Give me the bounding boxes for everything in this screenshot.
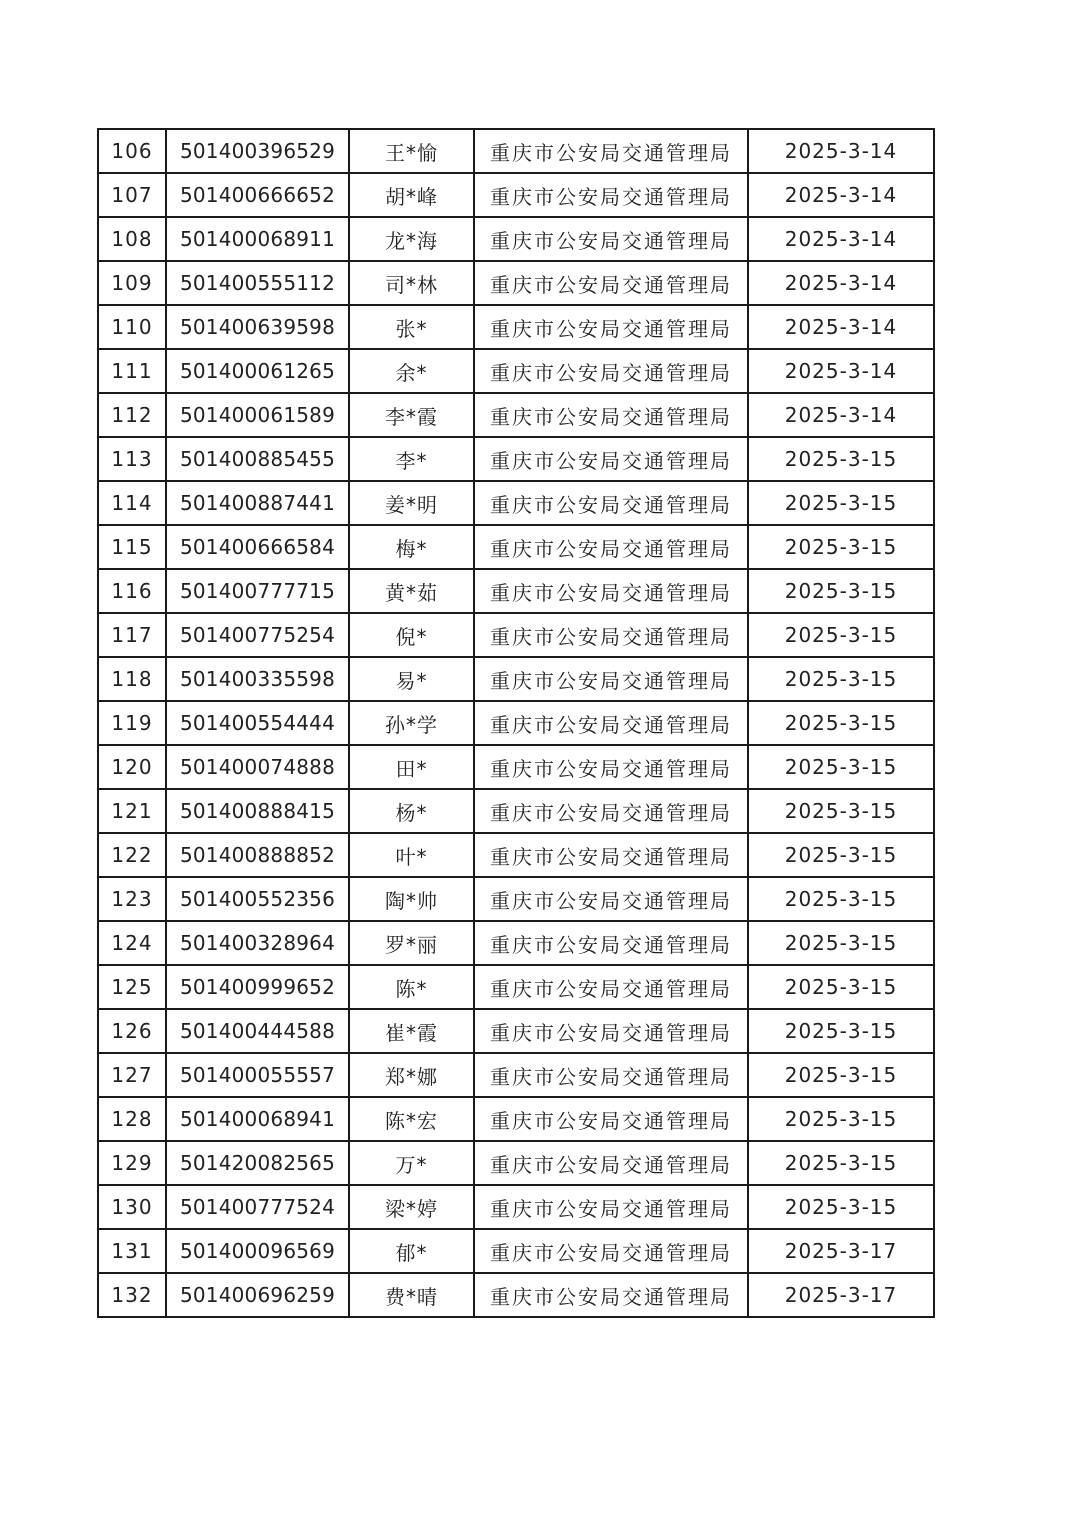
cell-organization: 重庆市公安局交通管理局 (474, 657, 748, 701)
cell-record-id: 501420082565 (166, 1141, 349, 1185)
cell-record-id: 501400096569 (166, 1229, 349, 1273)
cell-organization: 重庆市公安局交通管理局 (474, 525, 748, 569)
table-row (98, 393, 934, 437)
cell-person-name: 陶*帅 (349, 877, 474, 921)
cell-serial-number: 131 (98, 1229, 166, 1273)
cell-record-id: 501400068941 (166, 1097, 349, 1141)
cell-date: 2025-3-14 (748, 261, 934, 305)
cell-organization: 重庆市公安局交通管理局 (474, 261, 748, 305)
cell-date: 2025-3-14 (748, 217, 934, 261)
cell-date: 2025-3-15 (748, 1097, 934, 1141)
table-row (98, 789, 934, 833)
cell-serial-number: 118 (98, 657, 166, 701)
cell-person-name: 费*晴 (349, 1273, 474, 1317)
cell-person-name: 崔*霞 (349, 1009, 474, 1053)
cell-record-id: 501400554444 (166, 701, 349, 745)
cell-person-name: 梁*婷 (349, 1185, 474, 1229)
cell-serial-number: 119 (98, 701, 166, 745)
cell-person-name: 易* (349, 657, 474, 701)
cell-date: 2025-3-15 (748, 1053, 934, 1097)
cell-record-id: 501400666652 (166, 173, 349, 217)
table-row (98, 1273, 934, 1317)
cell-date: 2025-3-15 (748, 921, 934, 965)
table-row (98, 701, 934, 745)
records-table-body (98, 129, 934, 1317)
cell-organization: 重庆市公安局交通管理局 (474, 745, 748, 789)
cell-person-name: 杨* (349, 789, 474, 833)
cell-date: 2025-3-14 (748, 129, 934, 173)
cell-person-name: 李*霞 (349, 393, 474, 437)
cell-serial-number: 132 (98, 1273, 166, 1317)
cell-organization: 重庆市公安局交通管理局 (474, 965, 748, 1009)
cell-date: 2025-3-15 (748, 877, 934, 921)
cell-date: 2025-3-15 (748, 1009, 934, 1053)
cell-organization: 重庆市公安局交通管理局 (474, 613, 748, 657)
cell-organization: 重庆市公安局交通管理局 (474, 481, 748, 525)
cell-record-id: 501400074888 (166, 745, 349, 789)
table-row (98, 1053, 934, 1097)
cell-person-name: 倪* (349, 613, 474, 657)
cell-date: 2025-3-17 (748, 1273, 934, 1317)
cell-organization: 重庆市公安局交通管理局 (474, 921, 748, 965)
cell-organization: 重庆市公安局交通管理局 (474, 437, 748, 481)
cell-date: 2025-3-15 (748, 569, 934, 613)
cell-serial-number: 115 (98, 525, 166, 569)
cell-person-name: 田* (349, 745, 474, 789)
cell-organization: 重庆市公安局交通管理局 (474, 701, 748, 745)
cell-date: 2025-3-15 (748, 657, 934, 701)
records-table (97, 128, 935, 1318)
table-row (98, 217, 934, 261)
cell-date: 2025-3-15 (748, 1185, 934, 1229)
cell-date: 2025-3-15 (748, 481, 934, 525)
cell-date: 2025-3-14 (748, 349, 934, 393)
cell-date: 2025-3-15 (748, 965, 934, 1009)
cell-date: 2025-3-15 (748, 437, 934, 481)
cell-serial-number: 122 (98, 833, 166, 877)
cell-organization: 重庆市公安局交通管理局 (474, 1141, 748, 1185)
cell-serial-number: 130 (98, 1185, 166, 1229)
cell-person-name: 陈*宏 (349, 1097, 474, 1141)
cell-serial-number: 125 (98, 965, 166, 1009)
table-row (98, 1009, 934, 1053)
cell-date: 2025-3-14 (748, 173, 934, 217)
cell-person-name: 龙*海 (349, 217, 474, 261)
table-row (98, 1185, 934, 1229)
cell-organization: 重庆市公安局交通管理局 (474, 129, 748, 173)
cell-date: 2025-3-15 (748, 833, 934, 877)
cell-person-name: 姜*明 (349, 481, 474, 525)
cell-organization: 重庆市公安局交通管理局 (474, 1053, 748, 1097)
table-row (98, 1229, 934, 1273)
cell-record-id: 501400055557 (166, 1053, 349, 1097)
cell-date: 2025-3-15 (748, 613, 934, 657)
table-row (98, 305, 934, 349)
cell-serial-number: 113 (98, 437, 166, 481)
cell-record-id: 501400335598 (166, 657, 349, 701)
cell-record-id: 501400888852 (166, 833, 349, 877)
table-row (98, 569, 934, 613)
cell-organization: 重庆市公安局交通管理局 (474, 1229, 748, 1273)
cell-date: 2025-3-15 (748, 701, 934, 745)
cell-serial-number: 121 (98, 789, 166, 833)
cell-serial-number: 114 (98, 481, 166, 525)
table-row (98, 613, 934, 657)
cell-record-id: 501400328964 (166, 921, 349, 965)
cell-serial-number: 112 (98, 393, 166, 437)
cell-date: 2025-3-15 (748, 789, 934, 833)
cell-date: 2025-3-15 (748, 745, 934, 789)
cell-record-id: 501400068911 (166, 217, 349, 261)
cell-organization: 重庆市公安局交通管理局 (474, 1185, 748, 1229)
table-row (98, 349, 934, 393)
cell-person-name: 罗*丽 (349, 921, 474, 965)
cell-person-name: 叶* (349, 833, 474, 877)
cell-serial-number: 128 (98, 1097, 166, 1141)
cell-organization: 重庆市公安局交通管理局 (474, 393, 748, 437)
cell-organization: 重庆市公安局交通管理局 (474, 1097, 748, 1141)
cell-organization: 重庆市公安局交通管理局 (474, 569, 748, 613)
cell-organization: 重庆市公安局交通管理局 (474, 217, 748, 261)
table-row (98, 129, 934, 173)
cell-organization: 重庆市公安局交通管理局 (474, 173, 748, 217)
cell-person-name: 余* (349, 349, 474, 393)
cell-serial-number: 111 (98, 349, 166, 393)
cell-organization: 重庆市公安局交通管理局 (474, 349, 748, 393)
cell-record-id: 501400666584 (166, 525, 349, 569)
cell-organization: 重庆市公安局交通管理局 (474, 877, 748, 921)
cell-organization: 重庆市公安局交通管理局 (474, 1009, 748, 1053)
cell-serial-number: 116 (98, 569, 166, 613)
table-row (98, 525, 934, 569)
table-row (98, 173, 934, 217)
cell-organization: 重庆市公安局交通管理局 (474, 789, 748, 833)
cell-record-id: 501400885455 (166, 437, 349, 481)
cell-serial-number: 127 (98, 1053, 166, 1097)
table-row (98, 877, 934, 921)
cell-person-name: 孙*学 (349, 701, 474, 745)
cell-person-name: 李* (349, 437, 474, 481)
cell-person-name: 梅* (349, 525, 474, 569)
cell-record-id: 501400777524 (166, 1185, 349, 1229)
cell-serial-number: 106 (98, 129, 166, 173)
cell-serial-number: 124 (98, 921, 166, 965)
cell-record-id: 501400552356 (166, 877, 349, 921)
cell-serial-number: 117 (98, 613, 166, 657)
cell-organization: 重庆市公安局交通管理局 (474, 305, 748, 349)
cell-person-name: 张* (349, 305, 474, 349)
cell-date: 2025-3-14 (748, 393, 934, 437)
cell-serial-number: 120 (98, 745, 166, 789)
table-row (98, 833, 934, 877)
cell-record-id: 501400444588 (166, 1009, 349, 1053)
cell-serial-number: 126 (98, 1009, 166, 1053)
cell-record-id: 501400777715 (166, 569, 349, 613)
cell-person-name: 黄*茹 (349, 569, 474, 613)
cell-organization: 重庆市公安局交通管理局 (474, 833, 748, 877)
cell-date: 2025-3-17 (748, 1229, 934, 1273)
cell-record-id: 501400396529 (166, 129, 349, 173)
cell-person-name: 王*愉 (349, 129, 474, 173)
table-row (98, 481, 934, 525)
table-row (98, 1097, 934, 1141)
cell-record-id: 501400696259 (166, 1273, 349, 1317)
cell-record-id: 501400775254 (166, 613, 349, 657)
cell-date: 2025-3-15 (748, 525, 934, 569)
cell-record-id: 501400888415 (166, 789, 349, 833)
cell-serial-number: 129 (98, 1141, 166, 1185)
table-row (98, 1141, 934, 1185)
cell-record-id: 501400999652 (166, 965, 349, 1009)
cell-person-name: 陈* (349, 965, 474, 1009)
cell-organization: 重庆市公安局交通管理局 (474, 1273, 748, 1317)
cell-serial-number: 109 (98, 261, 166, 305)
cell-record-id: 501400887441 (166, 481, 349, 525)
cell-serial-number: 108 (98, 217, 166, 261)
cell-record-id: 501400555112 (166, 261, 349, 305)
cell-person-name: 郑*娜 (349, 1053, 474, 1097)
table-row (98, 921, 934, 965)
cell-date: 2025-3-14 (748, 305, 934, 349)
cell-serial-number: 123 (98, 877, 166, 921)
table-row (98, 965, 934, 1009)
cell-person-name: 万* (349, 1141, 474, 1185)
cell-person-name: 郁* (349, 1229, 474, 1273)
cell-serial-number: 107 (98, 173, 166, 217)
cell-record-id: 501400639598 (166, 305, 349, 349)
table-row (98, 657, 934, 701)
cell-serial-number: 110 (98, 305, 166, 349)
cell-date: 2025-3-15 (748, 1141, 934, 1185)
table-row (98, 261, 934, 305)
cell-record-id: 501400061589 (166, 393, 349, 437)
table-row (98, 745, 934, 789)
cell-record-id: 501400061265 (166, 349, 349, 393)
cell-person-name: 胡*峰 (349, 173, 474, 217)
cell-person-name: 司*林 (349, 261, 474, 305)
table-row (98, 437, 934, 481)
